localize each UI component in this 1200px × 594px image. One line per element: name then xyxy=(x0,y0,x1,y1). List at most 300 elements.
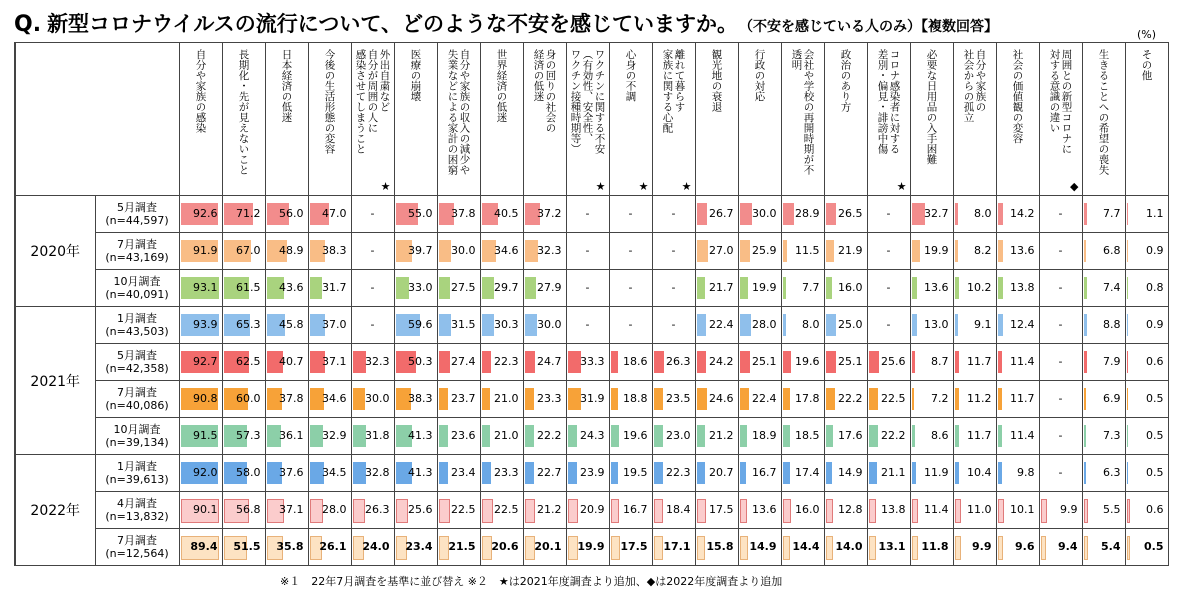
value-label: 0.8 xyxy=(1146,281,1164,294)
value-cell xyxy=(953,492,996,529)
value-label: 33.0 xyxy=(408,281,433,294)
value-label: 13.6 xyxy=(752,503,777,516)
column-header xyxy=(480,43,523,196)
value-cell xyxy=(1082,529,1125,566)
value-cell xyxy=(1125,529,1168,566)
value-label: 51.5 xyxy=(233,540,261,553)
value-cell xyxy=(996,196,1039,233)
value-label: 0.5 xyxy=(1144,540,1164,553)
value-cell xyxy=(953,344,996,381)
survey-label xyxy=(95,418,179,455)
footnote: ※１ 22年7月調査を基準に並び替え ※２ ★は2021年度調査より追加、◆は2022年度調査より追加 xyxy=(280,575,783,588)
value-label: 26.1 xyxy=(319,540,347,553)
value-bar xyxy=(310,277,323,299)
value-label: 23.7 xyxy=(451,392,476,405)
table-row xyxy=(15,381,1168,418)
value-cell xyxy=(867,307,910,344)
value-bar xyxy=(482,351,491,373)
value-bar xyxy=(482,536,492,560)
value-bar xyxy=(697,462,705,484)
table-row xyxy=(15,307,1168,344)
value-label: 26.5 xyxy=(838,207,863,220)
no-data-dash: - xyxy=(370,281,375,294)
star-mark-icon: ★ xyxy=(595,180,606,193)
value-label: 0.9 xyxy=(1146,318,1164,331)
value-cell xyxy=(652,529,695,566)
value-label: 23.4 xyxy=(405,540,433,553)
value-cell xyxy=(394,233,437,270)
value-label: 18.5 xyxy=(795,429,820,442)
no-data-dash: - xyxy=(671,318,676,331)
value-cell xyxy=(265,529,308,566)
value-label: 21.5 xyxy=(448,540,476,553)
value-cell xyxy=(867,381,910,418)
value-bar xyxy=(740,499,748,523)
value-label: 11.2 xyxy=(967,392,992,405)
value-bar xyxy=(396,277,410,299)
column-header-label: その他 xyxy=(1140,49,1153,81)
value-bar xyxy=(783,462,790,484)
value-cell xyxy=(308,307,351,344)
value-label: 21.0 xyxy=(494,392,519,405)
value-cell xyxy=(1125,196,1168,233)
value-label: 17.8 xyxy=(795,392,820,405)
value-cell xyxy=(437,418,480,455)
value-label: 8.2 xyxy=(974,244,992,257)
value-cell xyxy=(265,455,308,492)
value-label: 1.1 xyxy=(1146,207,1164,220)
value-bar xyxy=(611,388,619,410)
value-cell xyxy=(824,233,867,270)
survey-month: 7月調査 xyxy=(117,386,157,399)
value-bar xyxy=(783,425,791,447)
survey-label xyxy=(95,492,179,529)
value-label: 22.7 xyxy=(537,466,562,479)
value-bar xyxy=(611,425,619,447)
value-bar xyxy=(869,388,878,410)
value-bar xyxy=(525,314,537,336)
value-bar xyxy=(353,462,366,484)
value-bar xyxy=(826,388,835,410)
value-cell xyxy=(394,455,437,492)
value-label: 37.6 xyxy=(279,466,304,479)
value-bar xyxy=(697,277,706,299)
value-label: 92.7 xyxy=(193,355,218,368)
no-data-dash: - xyxy=(671,244,676,257)
value-cell xyxy=(179,418,222,455)
column-header xyxy=(996,43,1039,196)
value-bar xyxy=(654,499,664,523)
value-bar xyxy=(1127,277,1128,299)
value-label: 18.8 xyxy=(623,392,648,405)
value-cell xyxy=(1082,270,1125,307)
value-cell xyxy=(609,381,652,418)
value-cell xyxy=(609,344,652,381)
value-cell xyxy=(308,233,351,270)
value-bar xyxy=(912,388,915,410)
value-label: 6.9 xyxy=(1103,392,1121,405)
value-label: 0.5 xyxy=(1146,429,1164,442)
value-cell xyxy=(652,344,695,381)
value-label: 16.7 xyxy=(623,503,648,516)
value-cell xyxy=(781,233,824,270)
column-header xyxy=(652,43,695,196)
value-bar xyxy=(697,425,706,447)
value-bar xyxy=(525,499,536,523)
value-cell xyxy=(695,529,738,566)
value-cell xyxy=(308,455,351,492)
value-cell xyxy=(1039,196,1082,233)
survey-sample-size: (n=44,597) xyxy=(105,214,169,227)
column-header-label: ワクチンに関する不安 （有効性、安全性、 ワクチン接種時期等） xyxy=(569,49,606,154)
value-cell xyxy=(695,344,738,381)
value-cell xyxy=(351,233,394,270)
value-cell xyxy=(222,492,265,529)
value-label: 27.4 xyxy=(451,355,476,368)
value-cell xyxy=(695,418,738,455)
no-data-dash: - xyxy=(585,244,590,257)
value-cell xyxy=(996,529,1039,566)
value-cell xyxy=(351,270,394,307)
value-bar xyxy=(697,314,706,336)
value-label: 28.0 xyxy=(322,503,347,516)
survey-label xyxy=(95,307,179,344)
value-label: 22.2 xyxy=(838,392,863,405)
value-label: 17.1 xyxy=(663,540,691,553)
value-label: 20.9 xyxy=(580,503,605,516)
value-label: 91.5 xyxy=(193,429,218,442)
column-header xyxy=(394,43,437,196)
value-label: 67.0 xyxy=(236,244,261,257)
value-label: 6.3 xyxy=(1103,466,1121,479)
value-cell xyxy=(996,233,1039,270)
no-data-dash: - xyxy=(671,281,676,294)
value-label: 27.5 xyxy=(451,281,476,294)
value-bar xyxy=(611,462,619,484)
column-header-label: 自分や家族の収入の減少や 失業などによる家計の困窮 xyxy=(446,49,471,175)
value-bar xyxy=(826,203,837,225)
value-cell xyxy=(265,344,308,381)
value-label: 7.2 xyxy=(931,392,949,405)
value-label: 21.9 xyxy=(838,244,863,257)
value-cell xyxy=(566,344,609,381)
value-cell xyxy=(179,307,222,344)
value-cell xyxy=(652,270,695,307)
value-label: 9.9 xyxy=(972,540,992,553)
value-cell xyxy=(781,270,824,307)
value-label: 20.1 xyxy=(534,540,562,553)
value-cell xyxy=(351,381,394,418)
star-mark-icon: ★ xyxy=(896,180,907,193)
value-label: 19.9 xyxy=(752,281,777,294)
no-data-dash: - xyxy=(1058,392,1063,405)
value-cell xyxy=(1125,307,1168,344)
value-cell xyxy=(523,529,566,566)
value-label: 9.6 xyxy=(1015,540,1035,553)
no-data-dash: - xyxy=(1058,355,1063,368)
value-bar xyxy=(998,277,1004,299)
value-cell xyxy=(652,307,695,344)
value-label: 14.4 xyxy=(792,540,820,553)
value-cell xyxy=(1039,344,1082,381)
value-label: 56.8 xyxy=(236,503,261,516)
value-label: 38.3 xyxy=(322,244,347,257)
value-bar xyxy=(568,536,578,560)
value-bar xyxy=(912,351,916,373)
value-cell xyxy=(437,455,480,492)
value-bar xyxy=(353,499,366,523)
value-label: 17.6 xyxy=(838,429,863,442)
value-label: 37.0 xyxy=(322,318,347,331)
value-bar xyxy=(783,388,790,410)
value-label: 37.1 xyxy=(279,503,304,516)
value-cell xyxy=(1125,270,1168,307)
survey-label xyxy=(95,455,179,492)
value-label: 40.5 xyxy=(494,207,519,220)
value-label: 22.4 xyxy=(709,318,734,331)
value-cell xyxy=(566,418,609,455)
column-header xyxy=(351,43,394,196)
value-cell xyxy=(394,307,437,344)
year-label: 2022年 xyxy=(15,455,95,566)
value-cell xyxy=(867,344,910,381)
survey-sample-size: (n=39,613) xyxy=(105,473,169,486)
value-label: 12.4 xyxy=(1010,318,1035,331)
value-cell xyxy=(179,233,222,270)
value-label: 23.0 xyxy=(666,429,691,442)
star-mark-icon: ★ xyxy=(380,180,391,193)
value-cell xyxy=(222,418,265,455)
value-label: 41.3 xyxy=(408,429,433,442)
value-bar xyxy=(826,277,833,299)
value-cell xyxy=(222,233,265,270)
value-label: 24.0 xyxy=(362,540,390,553)
value-cell xyxy=(437,381,480,418)
value-label: 36.1 xyxy=(279,429,304,442)
value-label: 92.0 xyxy=(193,466,218,479)
value-cell xyxy=(996,270,1039,307)
value-label: 10.1 xyxy=(1010,503,1035,516)
value-cell xyxy=(824,492,867,529)
value-cell xyxy=(394,270,437,307)
value-cell xyxy=(351,344,394,381)
value-bar xyxy=(783,203,795,225)
value-label: 37.1 xyxy=(322,355,347,368)
value-label: 18.9 xyxy=(752,429,777,442)
value-label: 22.4 xyxy=(752,392,777,405)
value-cell xyxy=(609,307,652,344)
value-bar xyxy=(353,425,366,447)
value-bar xyxy=(955,203,958,225)
value-cell xyxy=(1039,233,1082,270)
value-bar xyxy=(353,388,365,410)
value-cell xyxy=(953,270,996,307)
value-label: 32.7 xyxy=(924,207,949,220)
value-cell xyxy=(394,381,437,418)
question-title xyxy=(14,8,998,38)
value-bar xyxy=(998,425,1003,447)
value-cell xyxy=(1039,492,1082,529)
survey-label xyxy=(95,196,179,233)
value-bar xyxy=(654,388,664,410)
value-bar xyxy=(568,425,578,447)
value-cell xyxy=(480,344,523,381)
value-label: 19.9 xyxy=(577,540,605,553)
value-label: 37.2 xyxy=(537,207,562,220)
value-bar xyxy=(439,351,450,373)
value-cell xyxy=(222,270,265,307)
column-header xyxy=(609,43,652,196)
value-bar xyxy=(310,499,323,523)
value-bar xyxy=(1084,314,1088,336)
value-cell xyxy=(523,233,566,270)
value-cell xyxy=(566,455,609,492)
value-cell xyxy=(265,270,308,307)
value-bar xyxy=(482,277,494,299)
value-bar xyxy=(482,425,491,447)
no-data-dash: - xyxy=(886,244,891,257)
value-cell xyxy=(1082,344,1125,381)
value-label: 31.7 xyxy=(322,281,347,294)
value-label: 45.8 xyxy=(279,318,304,331)
value-cell xyxy=(1125,233,1168,270)
value-label: 30.3 xyxy=(494,318,519,331)
value-bar xyxy=(439,277,450,299)
value-label: 91.9 xyxy=(193,244,218,257)
value-bar xyxy=(869,462,878,484)
value-bar xyxy=(525,277,536,299)
column-header xyxy=(781,43,824,196)
no-data-dash: - xyxy=(585,318,590,331)
value-cell xyxy=(351,418,394,455)
value-label: 25.0 xyxy=(838,318,863,331)
value-cell xyxy=(824,344,867,381)
value-bar xyxy=(611,351,619,373)
value-label: 26.7 xyxy=(709,207,734,220)
value-label: 11.7 xyxy=(1010,392,1035,405)
value-bar xyxy=(912,203,925,225)
value-cell xyxy=(222,381,265,418)
value-cell xyxy=(1039,270,1082,307)
value-label: 40.7 xyxy=(279,355,304,368)
value-cell xyxy=(867,418,910,455)
year-label: 2021年 xyxy=(15,307,95,455)
value-cell xyxy=(609,196,652,233)
column-header xyxy=(738,43,781,196)
column-header xyxy=(695,43,738,196)
survey-label xyxy=(95,344,179,381)
value-cell xyxy=(738,418,781,455)
survey-sample-size: (n=43,169) xyxy=(105,251,169,264)
no-data-dash: - xyxy=(628,318,633,331)
value-label: 57.3 xyxy=(236,429,261,442)
no-data-dash: - xyxy=(628,281,633,294)
value-cell xyxy=(1082,233,1125,270)
value-cell xyxy=(1039,307,1082,344)
value-cell xyxy=(394,529,437,566)
value-label: 16.7 xyxy=(752,466,777,479)
value-label: 0.5 xyxy=(1146,392,1164,405)
value-cell xyxy=(480,492,523,529)
value-bar xyxy=(740,203,752,225)
value-cell xyxy=(1082,196,1125,233)
value-label: 20.7 xyxy=(709,466,734,479)
value-cell xyxy=(910,492,953,529)
value-bar xyxy=(783,351,791,373)
value-cell xyxy=(824,381,867,418)
value-cell xyxy=(738,344,781,381)
year-label: 2020年 xyxy=(15,196,95,307)
value-bar xyxy=(1084,462,1087,484)
value-label: 28.0 xyxy=(752,318,777,331)
value-bar xyxy=(826,351,836,373)
value-label: 38.3 xyxy=(408,392,433,405)
no-data-dash: - xyxy=(671,207,676,220)
value-label: 11.4 xyxy=(924,503,949,516)
value-label: 33.3 xyxy=(580,355,605,368)
value-cell xyxy=(179,455,222,492)
value-bar xyxy=(740,314,751,336)
value-label: 8.8 xyxy=(1103,318,1121,331)
value-bar xyxy=(654,536,663,560)
value-cell xyxy=(1082,381,1125,418)
value-cell xyxy=(394,344,437,381)
value-label: 30.0 xyxy=(451,244,476,257)
column-header xyxy=(1082,43,1125,196)
survey-month: 7月調査 xyxy=(117,534,157,547)
value-cell xyxy=(222,455,265,492)
value-cell xyxy=(1082,418,1125,455)
value-label: 14.0 xyxy=(835,540,863,553)
column-header xyxy=(523,43,566,196)
value-cell xyxy=(781,344,824,381)
value-cell xyxy=(394,418,437,455)
value-cell xyxy=(609,492,652,529)
value-label: 22.2 xyxy=(537,429,562,442)
value-cell xyxy=(738,233,781,270)
value-cell xyxy=(1039,455,1082,492)
value-cell xyxy=(222,344,265,381)
value-cell xyxy=(394,492,437,529)
value-cell xyxy=(437,307,480,344)
value-label: 11.0 xyxy=(967,503,992,516)
column-header xyxy=(1039,43,1082,196)
value-cell xyxy=(566,307,609,344)
column-header-label: 離れて暮らす 家族に関する心配 xyxy=(661,49,686,133)
value-label: 21.1 xyxy=(881,466,906,479)
value-cell xyxy=(437,270,480,307)
value-label: 60.0 xyxy=(236,392,261,405)
column-header xyxy=(867,43,910,196)
no-data-dash: - xyxy=(1058,244,1063,257)
value-label: 59.6 xyxy=(408,318,433,331)
value-bar xyxy=(998,499,1004,523)
value-label: 31.9 xyxy=(580,392,605,405)
value-label: 41.3 xyxy=(408,466,433,479)
value-bar xyxy=(611,499,620,523)
value-bar xyxy=(869,536,876,560)
value-label: 21.2 xyxy=(709,429,734,442)
value-bar xyxy=(1084,240,1087,262)
value-cell xyxy=(566,492,609,529)
survey-sample-size: (n=13,832) xyxy=(105,510,169,523)
value-bar xyxy=(912,462,917,484)
value-bar xyxy=(654,425,663,447)
value-cell xyxy=(996,492,1039,529)
value-cell xyxy=(867,233,910,270)
value-bar xyxy=(439,499,450,523)
value-label: 12.8 xyxy=(838,503,863,516)
